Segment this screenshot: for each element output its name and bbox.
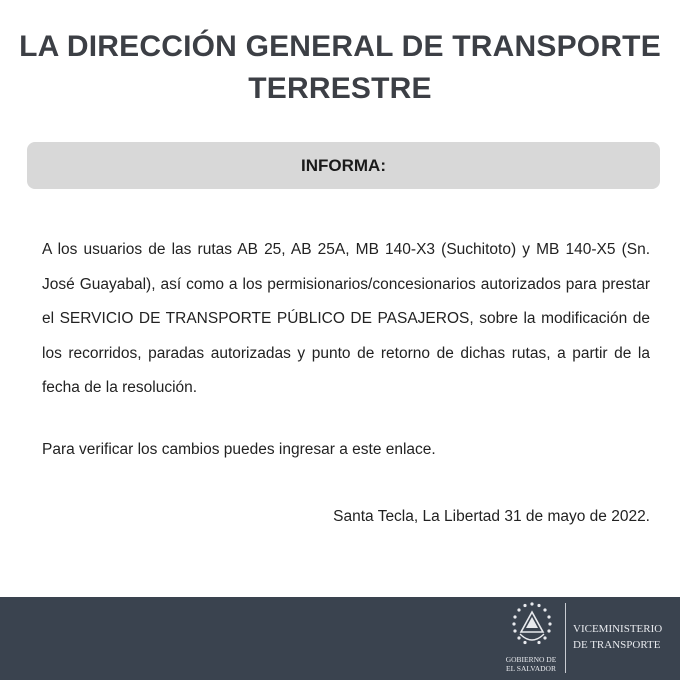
el-salvador-seal-icon xyxy=(503,600,561,648)
viceministerio-label xyxy=(573,621,678,653)
government-label xyxy=(494,655,568,673)
footer-divider xyxy=(565,603,566,673)
page-title-line-1: LA DIRECCIÓN GENERAL DE TRANSPORTE xyxy=(19,30,661,63)
government-label-line-1: GOBIERNO DE xyxy=(505,655,557,664)
viceministerio-label-line-1: VICEMINISTERIO xyxy=(573,623,663,635)
page-title xyxy=(0,26,680,110)
informa-banner xyxy=(27,142,660,189)
government-label-line-2: EL SALVADOR xyxy=(506,664,556,673)
link-instruction: Para verificar los cambios puedes ingresar a este enlace. xyxy=(42,441,436,458)
informa-label: INFORMA: xyxy=(301,155,386,175)
viceministerio-label-line-2: DE TRANSPORTE xyxy=(573,639,661,651)
notice-paragraph: A los usuarios de las rutas AB 25, AB 25A, MB 140-X3 (Suchitoto) y MB 140-X5 (Sn. José Guayabal), así como a los permisionarios/concesionarios autorizados para prestar el SERVICIO DE TRANSPORTE PÚBLICO DE PASAJEROS, sobre la modificación de los recorridos, paradas autorizadas y punto de retorno de dichas rutas, a partir de la fecha de la resolución. xyxy=(42,241,650,396)
page-title-line-2: TERRESTRE xyxy=(248,72,432,105)
date-location: Santa Tecla, La Libertad 31 de mayo de 2022. xyxy=(333,508,650,525)
